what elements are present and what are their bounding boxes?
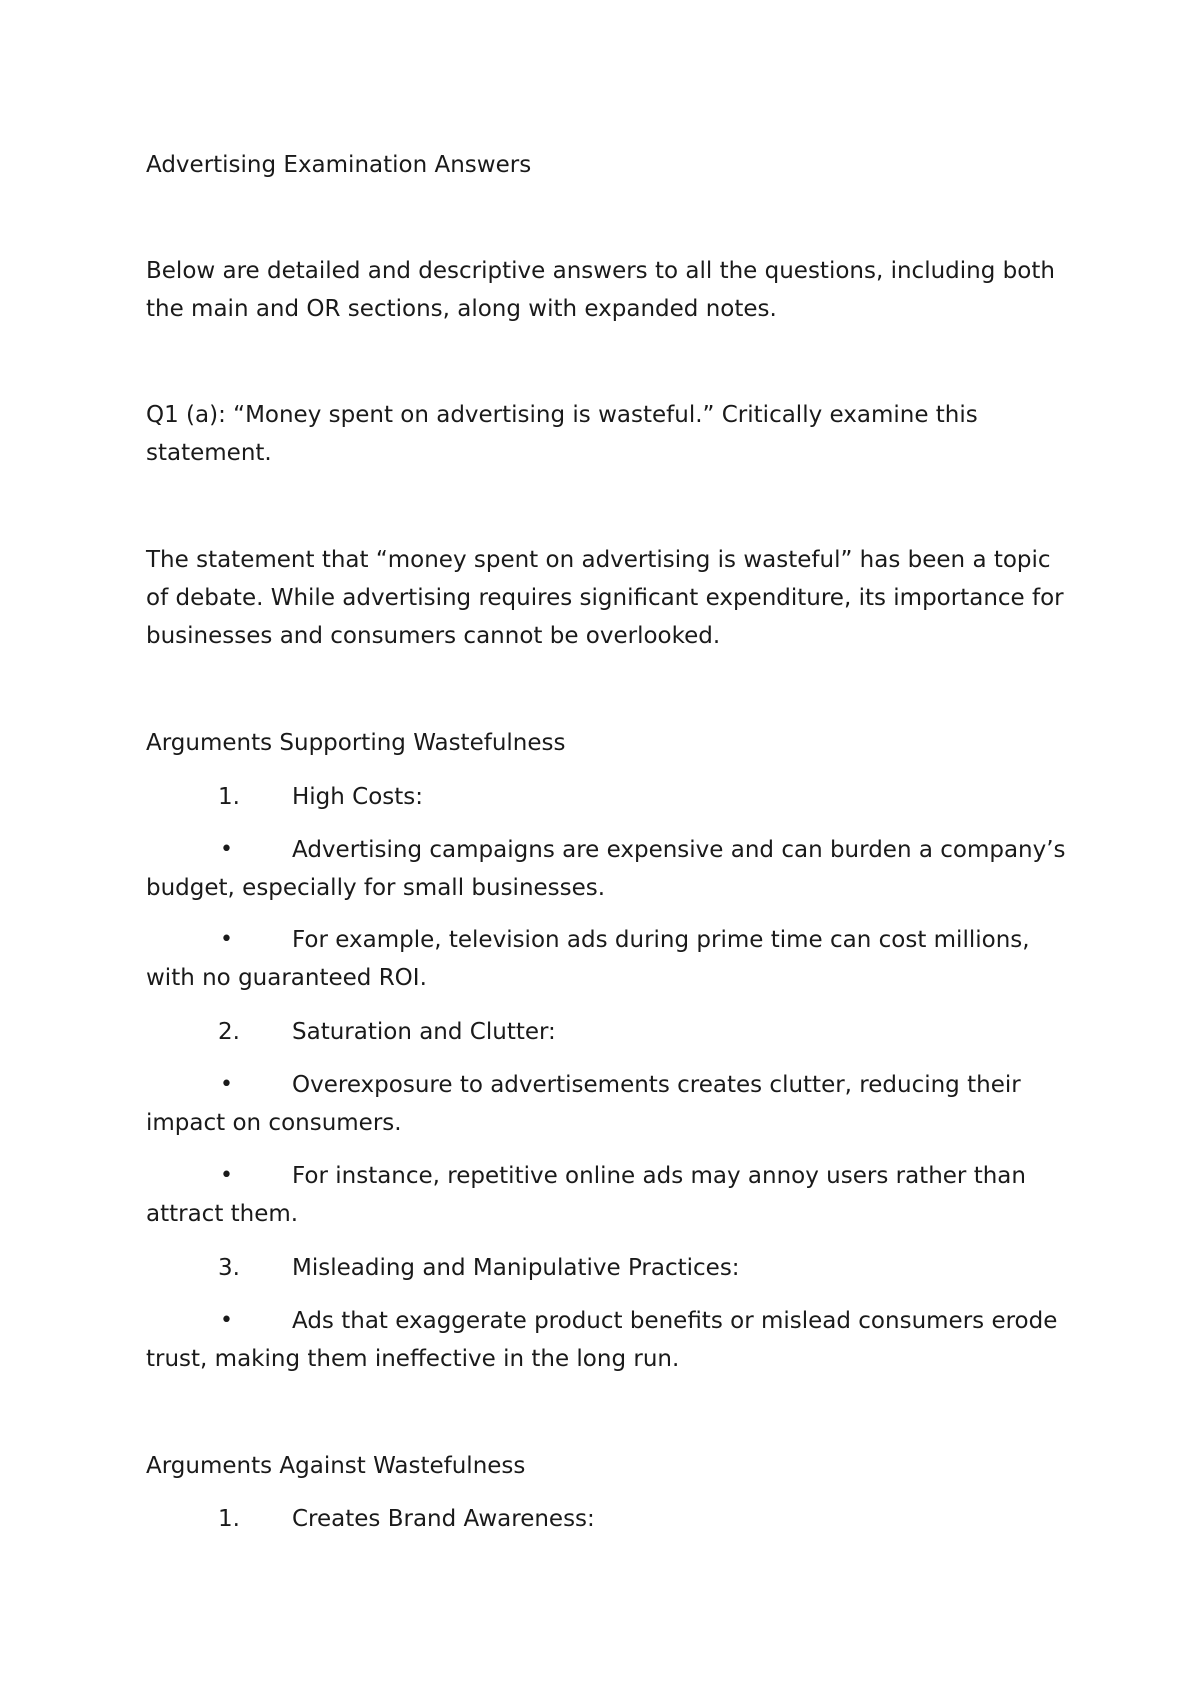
bullet-text-first: Advertising campaigns are expensive and can burden a company’s <box>292 837 1066 863</box>
item-label: Creates Brand Awareness: <box>292 1506 595 1532</box>
answer-intro-line-3: businesses and consumers cannot be overlooked. <box>146 623 721 649</box>
answer-intro-line-1: The statement that “money spent on advertising is wasteful” has been a topic <box>146 547 1051 573</box>
bullet-text-first: Ads that exaggerate product benefits or mislead consumers erode <box>292 1308 1058 1334</box>
section-heading-against: Arguments Against Wastefulness <box>146 1453 526 1479</box>
item-number: 3. <box>218 1255 240 1281</box>
bullet-text-rest: with no guaranteed ROI. <box>146 965 427 991</box>
item-number: 2. <box>218 1019 240 1045</box>
bullet-icon: • <box>220 1163 233 1188</box>
item-label: Misleading and Manipulative Practices: <box>292 1255 740 1281</box>
item-label: Saturation and Clutter: <box>292 1019 556 1045</box>
bullet-text-rest: budget, especially for small businesses. <box>146 875 606 901</box>
bullet-icon: • <box>220 837 233 862</box>
item-number: 1. <box>218 1506 240 1532</box>
intro-line-2: the main and OR sections, along with expanded notes. <box>146 296 777 322</box>
bullet-icon: • <box>220 1072 233 1097</box>
section-heading-supporting: Arguments Supporting Wastefulness <box>146 730 566 756</box>
document-title: Advertising Examination Answers <box>146 152 532 178</box>
bullet-icon: • <box>220 927 233 952</box>
item-number: 1. <box>218 784 240 810</box>
bullet-text-rest: trust, making them ineffective in the long run. <box>146 1346 680 1372</box>
bullet-text-rest: impact on consumers. <box>146 1110 402 1136</box>
question-line-1: Q1 (a): “Money spent on advertising is wasteful.” Critically examine this <box>146 402 978 428</box>
bullet-text-first: Overexposure to advertisements creates clutter, reducing their <box>292 1072 1021 1098</box>
question-line-2: statement. <box>146 440 272 466</box>
bullet-text-rest: attract them. <box>146 1201 299 1227</box>
intro-line-1: Below are detailed and descriptive answers to all the questions, including both <box>146 258 1055 284</box>
item-label: High Costs: <box>292 784 424 810</box>
bullet-icon: • <box>220 1308 233 1333</box>
bullet-text-first: For example, television ads during prime time can cost millions, <box>292 927 1030 953</box>
answer-intro-line-2: of debate. While advertising requires significant expenditure, its importance for <box>146 585 1064 611</box>
bullet-text-first: For instance, repetitive online ads may annoy users rather than <box>292 1163 1026 1189</box>
